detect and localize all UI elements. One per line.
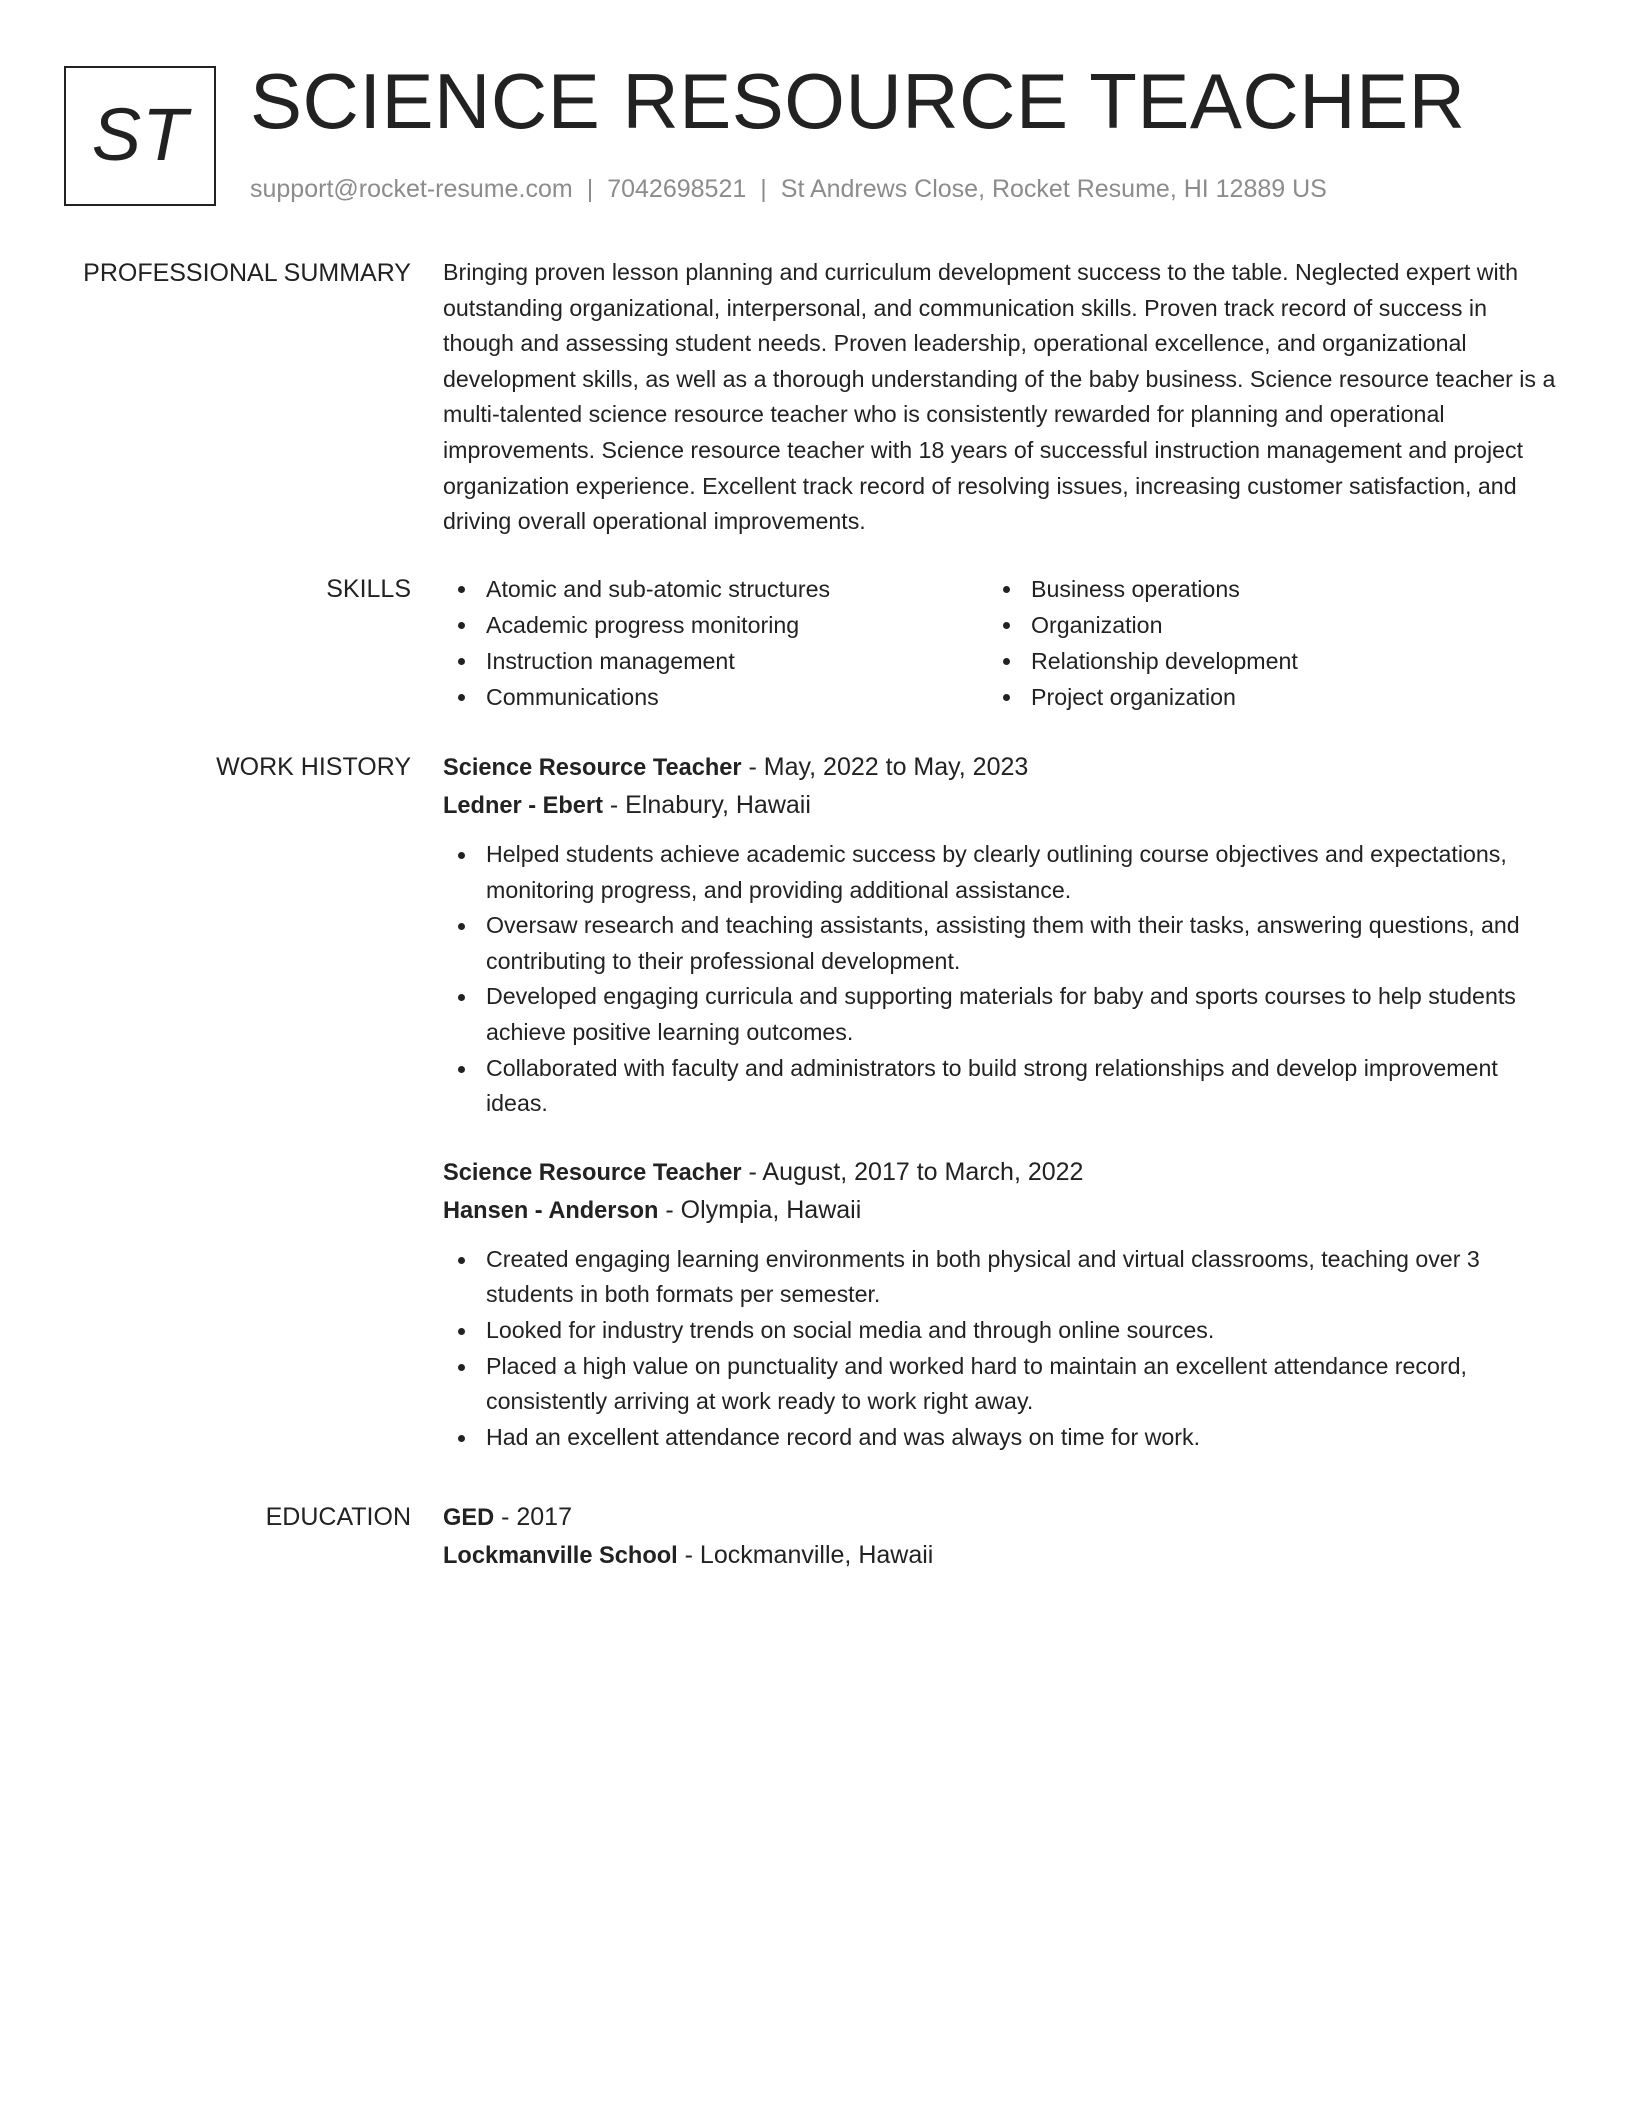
job-title-line [443, 1154, 1558, 1192]
skill-item: Project organization [988, 679, 1533, 715]
contact-separator: | [760, 175, 767, 203]
education-location: - Lockmanville, Hawaii [677, 1541, 934, 1569]
monogram-box [64, 66, 216, 206]
job-entry [443, 1154, 1558, 1456]
skill-item: Relationship development [988, 643, 1533, 679]
job-bullets [443, 837, 1558, 1122]
summary-text: Bringing proven lesson planning and curriculum development success to the table. Neglected expert with outstanding organizational, interpersonal, and communication skills. Proven track record of success in though and assessing student needs. Proven leadership, operational excellence, and organizational development skills, as well as a thorough understanding of the baby business. Science resource teacher is a multi-talented science resource teacher who is consistently rewarded for planning and operational improvements. Science resource teacher with 18 years of successful instruction management and project organization experience. Excellent track record of resolving issues, increasing customer satisfaction, and driving overall operational improvements. [443, 259, 1556, 535]
education-heading: EDUCATION [265, 1503, 411, 1531]
job-bullet: Created engaging learning environments in both physical and virtual classrooms, teaching over 3 students in both formats per semester. [443, 1242, 1558, 1313]
skill-item: Business operations [988, 571, 1533, 607]
work-history-heading: WORK HISTORY [216, 753, 411, 781]
job-title-line [443, 749, 1558, 787]
job-bullets [443, 1242, 1558, 1456]
job-bullet: Placed a high value on punctuality and worked hard to maintain an excellent attendance record, consistently arriving at work ready to work right away. [443, 1349, 1558, 1420]
job-bullet: Helped students achieve academic success by clearly outlining course objectives and expectations, monitoring progress, and providing additional assistance. [443, 837, 1558, 908]
education-degree-line [443, 1499, 1558, 1537]
job-company: Hansen - Anderson [443, 1197, 659, 1224]
job-location: - Olympia, Hawaii [658, 1195, 862, 1224]
job-bullet: Collaborated with faculty and administrators to build strong relationships and develop improvement ideas. [443, 1051, 1558, 1122]
education-school: Lockmanville School [443, 1543, 678, 1569]
job-bullet: Developed engaging curricula and supporting materials for baby and sports courses to help students achieve positive learning outcomes. [443, 979, 1558, 1050]
skill-item: Communications [443, 679, 988, 715]
skills-list-right [988, 571, 1533, 715]
education-school-line [443, 1537, 1558, 1575]
education-degree: GED [443, 1505, 495, 1531]
education-year: - 2017 [494, 1503, 572, 1531]
summary-heading: PROFESSIONAL SUMMARY [83, 259, 411, 287]
job-dates: - August, 2017 to March, 2022 [741, 1157, 1084, 1186]
skills-list-left [443, 571, 988, 715]
contact-line [250, 174, 1327, 204]
skill-item: Atomic and sub-atomic structures [443, 571, 988, 607]
resume-title: SCIENCE RESOURCE TEACHER [250, 57, 1466, 145]
skill-item: Organization [988, 607, 1533, 643]
skills-grid [443, 571, 1558, 715]
job-bullet: Looked for industry trends on social media and through online sources. [443, 1313, 1558, 1349]
job-title: Science Resource Teacher [443, 755, 742, 781]
job-bullet: Had an excellent attendance record and was always on time for work. [443, 1420, 1558, 1456]
contact-separator: | [586, 175, 594, 203]
job-bullet: Oversaw research and teaching assistants, assisting them with their tasks, answering questions, and contributing to their professional development. [443, 908, 1558, 979]
contact-email: support@rocket-resume.com [250, 175, 573, 203]
skill-item: Instruction management [443, 643, 988, 679]
skills-heading: SKILLS [326, 575, 411, 603]
monogram-initials: ST [91, 92, 189, 176]
job-dates: - May, 2022 to May, 2023 [741, 753, 1029, 781]
job-location: - Elnabury, Hawaii [602, 791, 811, 819]
contact-phone: 7042698521 [607, 175, 747, 203]
job-entry [443, 749, 1558, 1122]
job-title: Science Resource Teacher [443, 1159, 742, 1186]
contact-address: St Andrews Close, Rocket Resume, HI 12889 US [780, 175, 1327, 203]
job-company-line [443, 787, 1558, 825]
job-company: Ledner - Ebert [443, 793, 603, 819]
job-company-line [443, 1192, 1558, 1230]
skill-item: Academic progress monitoring [443, 607, 988, 643]
